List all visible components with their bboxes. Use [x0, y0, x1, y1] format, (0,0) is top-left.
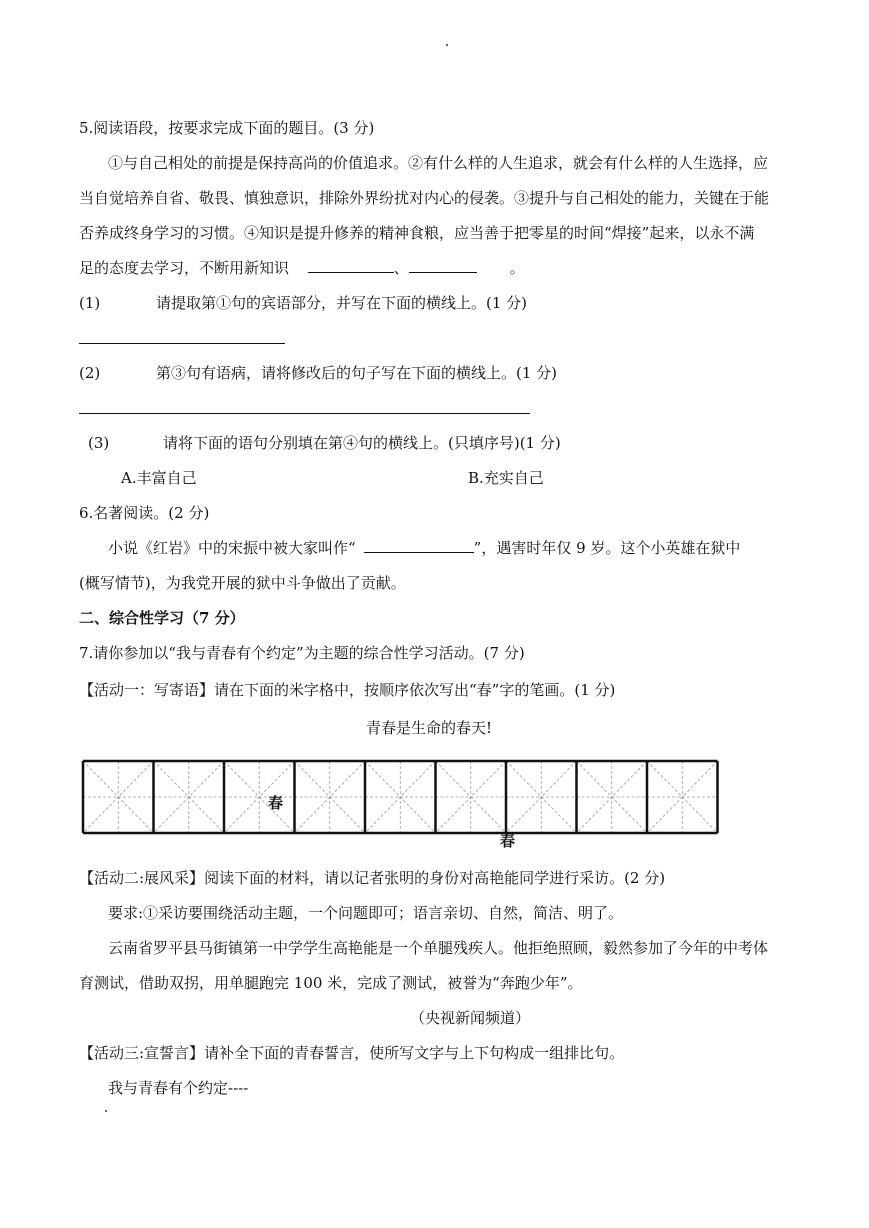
q6-line1-pre: 小说《红岩》中的宋振中被大家叫作“ — [108, 539, 356, 557]
motto: 青春是生命的春天! — [366, 719, 493, 737]
q5-passage-text: 足的态度去学习，不断用新知识 — [79, 259, 290, 277]
requirement: 要求:①采访要围绕活动主题，一个问题即可；语言亲切、自然，简洁、明了。 — [108, 904, 624, 922]
answer-blank-2[interactable] — [409, 258, 477, 273]
q6-title: 6.名著阅读。(2 分) — [79, 504, 210, 522]
activity2 — [79, 868, 665, 888]
activity1 — [79, 680, 615, 700]
q5-title: 5.阅读语段，按要求完成下面的题目。(3 分) — [79, 119, 375, 137]
sub1-text: 请提取第①句的宾语部分，并写在下面的横线上。(1 分) — [156, 294, 528, 312]
grid-character-below: 春 — [500, 832, 516, 850]
option-a: A.丰富自己 — [121, 469, 197, 487]
material-line: 育测试，借助双拐，用单腿跑完 100 米，完成了测试，被誉为“奔跑少年”。 — [79, 974, 583, 992]
activity2-text: 阅读下面的材料，请以记者张明的身份对高艳能同学进行采访。(2 分) — [204, 869, 666, 887]
q5-passage-line: 否养成终身学习的习惯。④知识是提升修养的精神食粮，应当善于把零星的时间“焊接”起来，以永不满 — [79, 224, 755, 242]
q6-line1-post: ”，遇害时年仅 9 岁。这个小英雄在狱中 — [473, 539, 741, 557]
nickname-blank[interactable] — [364, 538, 474, 553]
q5-passage-line: ①与自己相处的前提是保持高尚的价值追求。②有什么样的人生追求，就会有什么样的人生选择，应 — [108, 154, 769, 172]
pledge: 我与青春有个约定---- — [108, 1079, 249, 1097]
sub2-number: (2) — [79, 364, 101, 382]
material-line: 云南省罗平县马街镇第一中学学生高艳能是一个单腿残疾人。他拒绝照顾，毅然参加了今年的中考体 — [108, 939, 769, 957]
q5-passage-line: 当自觉培养自省、敬畏、慎独意识，排除外界纷扰对内心的侵袭。③提升与自己相处的能力，关键在于能 — [79, 189, 770, 207]
q6-line-2: (概写情节)，为我党开展的狱中斗争做出了贡献。 — [79, 574, 406, 592]
q5-passage-line-4 — [79, 258, 525, 278]
top-dot — [446, 44, 448, 46]
answer-blank-1[interactable] — [308, 258, 394, 273]
separator: 、 — [393, 259, 409, 277]
grid-character: 春 — [268, 794, 284, 812]
source: （央视新闻频道） — [410, 1009, 531, 1027]
mi-character-grid[interactable] — [80, 758, 720, 836]
bottom-dot — [105, 1110, 107, 1112]
sub1-answer-line[interactable] — [79, 343, 285, 344]
q7-title: 7.请你参加以“我与青春有个约定”为主题的综合性学习活动。(7 分) — [79, 644, 525, 662]
sub2-text: 第③句有语病，请将修改后的句子写在下面的横线上。(1 分) — [156, 364, 558, 382]
q6-line-1 — [108, 538, 740, 558]
activity1-text: 请在下面的米字格中，按顺序依次写出“春”字的笔画。(1 分) — [214, 681, 616, 699]
option-b: B.充实自己 — [468, 469, 544, 487]
activity2-label: 【活动二:展风采】 — [79, 869, 205, 887]
activity3 — [79, 1043, 624, 1063]
sub3-number: (3) — [88, 434, 110, 452]
activity3-text: 请补全下面的青春誓言，使所写文字与上下句构成一组排比句。 — [204, 1044, 625, 1062]
sub1-number: (1) — [79, 294, 101, 312]
sub3-text: 请将下面的语句分别填在第④句的横线上。(只填序号)(1 分) — [163, 434, 561, 452]
period: 。 — [509, 259, 525, 277]
sub2-answer-line[interactable] — [79, 413, 530, 414]
activity3-label: 【活动三:宣誓言】 — [79, 1044, 205, 1062]
activity1-label: 【活动一：写寄语】 — [79, 681, 215, 699]
section-heading: 二、综合性学习（7 分） — [79, 609, 245, 627]
